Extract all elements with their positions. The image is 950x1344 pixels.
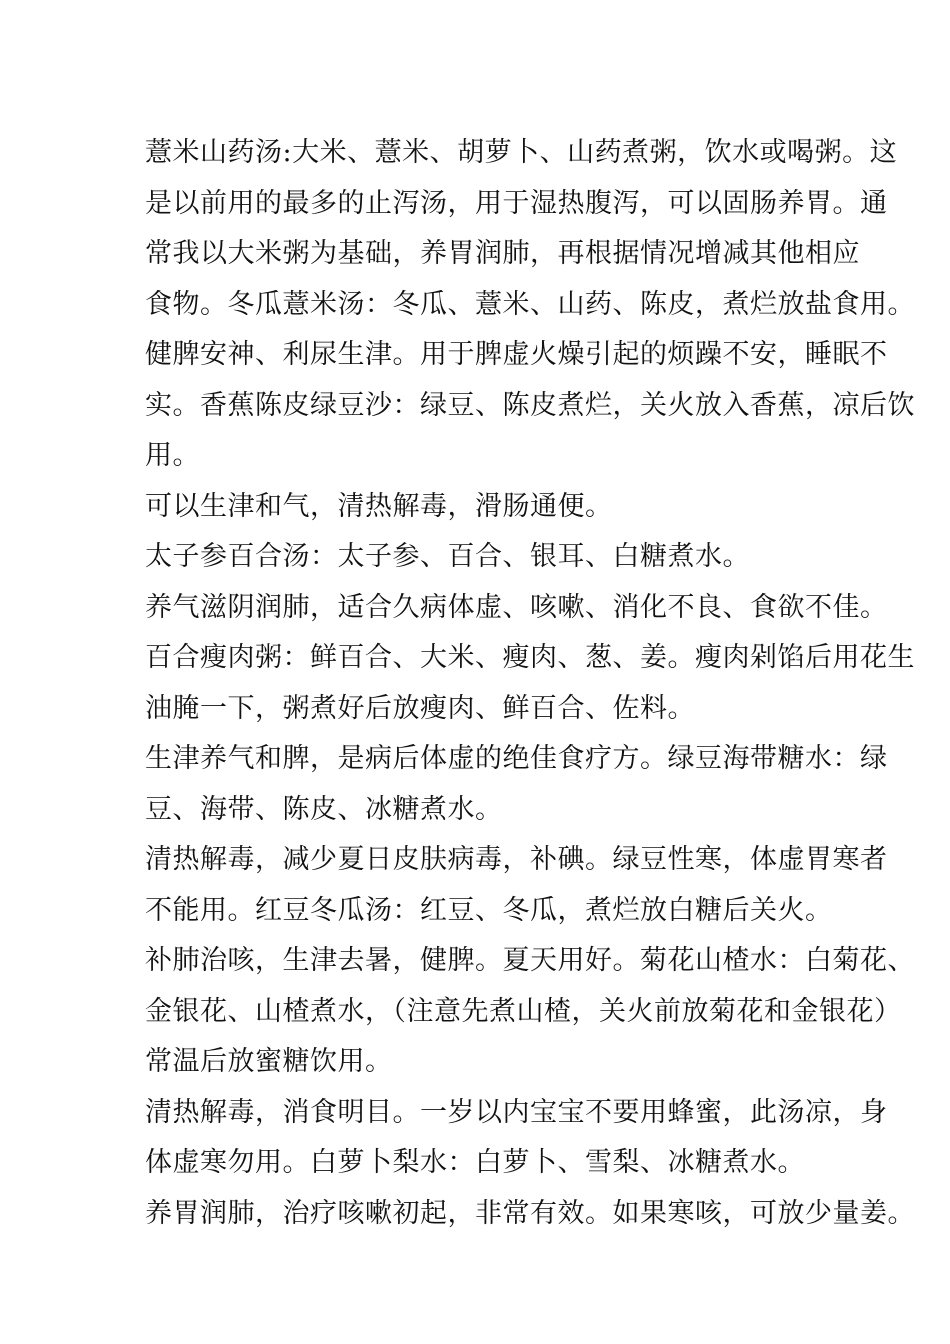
text-line: 百合瘦肉粥：鲜百合、大米、瘦肉、葱、姜。瘦肉剁馅后用花生	[145, 642, 915, 673]
text-line: 常温后放蜜糖饮用。	[145, 1046, 393, 1077]
text-line: 可以生津和气，清热解毒，滑肠通便。	[145, 490, 613, 522]
text-line: 养气滋阴润肺，适合久病体虚、咳嗽、消化不良、食欲不佳。	[145, 591, 888, 623]
text-line: 豆、海带、陈皮、冰糖煮水。	[145, 793, 503, 825]
text-line: 养胃润肺，治疗咳嗽初起，非常有效。如果寒咳，可放少量姜。	[145, 1197, 915, 1229]
text-line: 补肺治咳，生津去暑，健脾。夏天用好。菊花山楂水：白菊花、	[145, 945, 915, 976]
text-line: 生津养气和脾，是病后体虚的绝佳食疗方。绿豆海带糖水：绿	[145, 743, 888, 774]
text-line: 不能用。红豆冬瓜汤：红豆、冬瓜，煮烂放白糖后关火。	[145, 894, 833, 926]
text-line: 是以前用的最多的止泻汤，用于湿热腹泻，可以固肠养胃。通	[145, 187, 888, 219]
text-line: 清热解毒，减少夏日皮肤病毒，补碘。绿豆性寒，体虚胃寒者	[145, 844, 888, 875]
text-line: 食物。冬瓜薏米汤：冬瓜、薏米、山药、陈皮，煮烂放盐食用。	[145, 288, 915, 320]
text-line: 油腌一下，粥煮好后放瘦肉、鲜百合、佐料。	[145, 692, 695, 724]
text-line: 常我以大米粥为基础，养胃润肺，再根据情况增减其他相应	[145, 238, 860, 269]
text-line: 用。	[145, 440, 200, 471]
text-line: 体虚寒勿用。白萝卜梨水：白萝卜、雪梨、冰糖煮水。	[145, 1147, 805, 1178]
text-line: 实。香蕉陈皮绿豆沙：绿豆、陈皮煮烂，关火放入香蕉，凉后饮	[145, 389, 915, 421]
recipe-text-body	[145, 128, 915, 1239]
text-line: 金银花、山楂煮水，（注意先煮山楂，关火前放菊花和金银花）	[145, 995, 902, 1027]
text-line: 薏米山药汤:大米、薏米、胡萝卜、山药煮粥，饮水或喝粥。这	[145, 137, 898, 168]
text-line: 健脾安神、利尿生津。用于脾虚火燥引起的烦躁不安，睡眠不	[145, 339, 888, 370]
text-line: 清热解毒，消食明目。一岁以内宝宝不要用蜂蜜，此汤凉，身	[145, 1096, 888, 1128]
text-line: 太子参百合汤：太子参、百合、银耳、白糖煮水。	[145, 541, 750, 572]
